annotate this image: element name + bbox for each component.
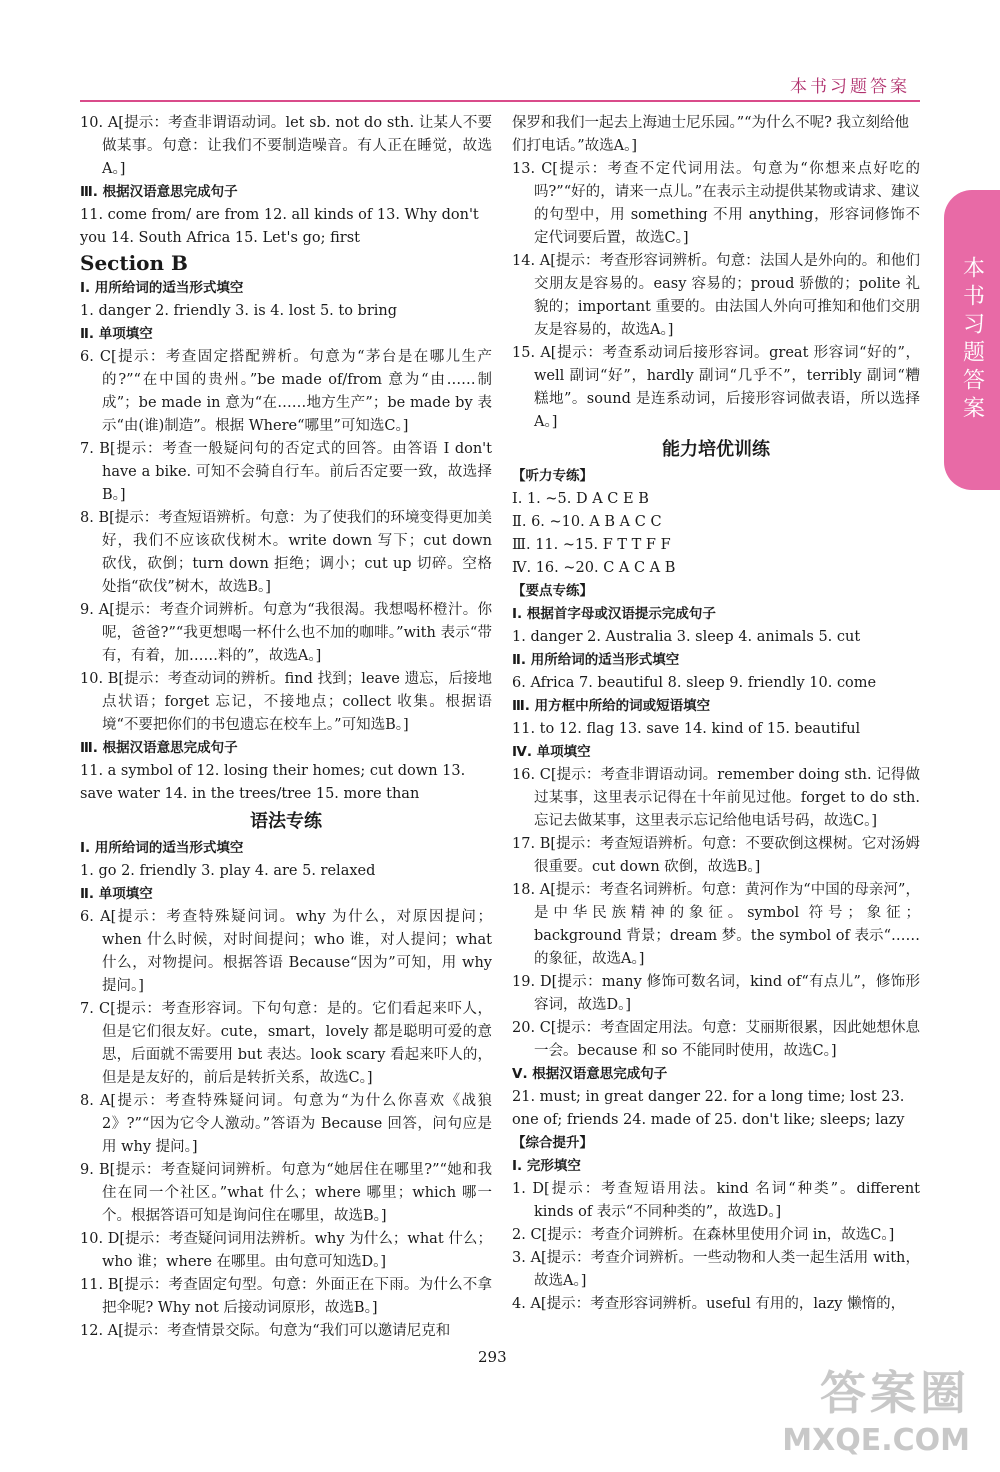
subsection-heading: Ⅴ. 根据汉语意思完成句子: [512, 1066, 668, 1082]
answer-item: 17. B[提示：考查短语辨析。句意：不要砍倒这棵树。它对汤姆很重要。cut down 砍倒，故选B。]: [512, 836, 920, 875]
watermark-url: MXQE.COM: [782, 1423, 970, 1458]
side-tab-label: 本书习题答案: [959, 256, 985, 424]
subsection-heading: Ⅲ. 根据汉语意思完成句子: [80, 740, 238, 756]
answer-line: 11. a symbol of 12. losing their homes; cut down 13. save water 14. in the trees/tree 15. more than: [80, 763, 466, 802]
subsection-heading: Ⅰ. 用所给词的适当形式填空: [80, 840, 244, 856]
subsection-heading: Ⅲ. 用方框中所给的词或短语填空: [512, 698, 711, 714]
answer-line: 11. to 12. flag 13. save 14. kind of 15. beautiful: [512, 721, 861, 737]
subsection-heading: Ⅱ. 单项填空: [80, 326, 153, 342]
answer-item: 7. B[提示：考查一般疑问句的否定式的回答。由答语 I don't have a bike. 可知不会骑自行车。前后否定要一致，故选择B。]: [80, 441, 492, 503]
subsection-heading: Ⅲ. 根据汉语意思完成句子: [80, 184, 238, 200]
subsection-heading: 【综合提升】: [512, 1135, 593, 1151]
subsection-heading: 【要点专练】: [512, 583, 593, 599]
answer-item: 2. C[提示：考查介词辨析。在森林里使用介词 in，故选C。]: [512, 1227, 895, 1243]
practice-title: 能力培优训练: [662, 439, 770, 460]
subsection-heading: Ⅰ. 用所给词的适当形式填空: [80, 280, 244, 296]
answer-line: Ⅲ. 11. ~15. F T T F F: [512, 537, 671, 553]
answer-item: 10. B[提示：考查动词的辨析。find 找到；leave 遗忘，后接地点状语；forget 忘记，不接地点；collect 收集。根据语境“不要把你们的书包遗忘在校车上。”可知选B。]: [80, 671, 492, 733]
answer-item: 8. B[提示：考查短语辨析。句意：为了使我们的环境变得更加美好，我们不应该砍伐树木。write down 写下；cut down 砍伐，砍倒；turn down 拒绝；调小；cut up 切碎。空格处指“砍伐”树木，故选B。]: [80, 510, 492, 595]
answer-item: 19. D[提示：many 修饰可数名词，kind of“有点儿”，修饰形容词，故选D。]: [512, 974, 920, 1013]
answer-line: Ⅱ. 6. ~10. A B A C C: [512, 514, 662, 530]
watermark: [782, 1357, 970, 1458]
page-number: 293: [478, 1348, 507, 1366]
right-column: [512, 112, 920, 1316]
subsection-heading: Ⅱ. 用所给词的适当形式填空: [512, 652, 680, 668]
answer-item: 7. C[提示：考查形容词。下句句意：是的。它们看起来吓人，但是它们很友好。cute，smart，lovely 都是聪明可爱的意思，后面就不需要用 but 表达。look scary 看起来吓人的，但是是友好的，前后是转折关系，故选C。]: [80, 1001, 492, 1086]
answer-line: Ⅳ. 16. ~20. C A C A B: [512, 560, 676, 576]
subsection-heading: Ⅳ. 单项填空: [512, 744, 591, 760]
watermark-brand: 答案圈: [820, 1366, 970, 1420]
subsection-heading: Ⅰ. 完形填空: [512, 1158, 581, 1174]
answer-item: 3. A[提示：考查介词辨析。一些动物和人类一起生活用 with，故选A。]: [512, 1250, 920, 1289]
answer-line: Ⅰ. 1. ~5. D A C E B: [512, 491, 649, 507]
practice-title: 语法专练: [250, 811, 322, 832]
header-rule: [80, 100, 920, 102]
answer-line: 1. danger 2. Australia 3. sleep 4. animals 5. cut: [512, 629, 861, 645]
answer-line: 6. Africa 7. beautiful 8. sleep 9. friendly 10. come: [512, 675, 877, 691]
answer-item: 10. D[提示：考查疑问词用法辨析。why 为什么；what 什么；who 谁；where 在哪里。由句意可知选D。]: [80, 1231, 492, 1270]
answer-item: 6. A[提示：考查特殊疑问词。why 为什么，对原因提问；when 什么时候，对时间提问；who 谁，对人提问；what 什么，对物提问。根据答语 Because“因为”可知，用 why 提问。]: [80, 909, 492, 994]
subsection-heading: Ⅱ. 单项填空: [80, 886, 153, 902]
answer-item: 15. A[提示：考查系动词后接形容词。great 形容词“好的”，well 副词“好”，hardly 副词“几乎不”，terribly 副词“糟糕地”。sound 是连系动词，后接形容词做表语，所以选择A。]: [512, 345, 920, 430]
section-heading: Section B: [80, 251, 188, 275]
side-tab: [944, 190, 1000, 490]
answer-item: 9. B[提示：考查疑问词辨析。句意为“她居住在哪里?”“她和我住在同一个社区。”what 什么；where 哪里；which 哪一个。根据答语可知是询问住在哪里，故选B。]: [80, 1162, 492, 1224]
subsection-heading: 【听力专练】: [512, 468, 593, 484]
answer-item: 16. C[提示：考查非谓语动词。remember doing sth. 记得做过某事，这里表示记得在十年前见过他。forget to do sth. 忘记去做某事，这里表示忘记给他电话号码，故选C。]: [512, 767, 920, 829]
answer-item: 10. A[提示：考查非谓语动词。let sb. not do sth. 让某人不要做某事。句意：让我们不要制造噪音。有人正在睡觉，故选A。]: [80, 115, 492, 177]
answer-item: 9. A[提示：考查介词辨析。句意为“我很渴。我想喝杯橙汁。你呢，爸爸?”“我更想喝一杯什么也不加的咖啡。”with 表示“带有，有着，加……料的”，故选A。]: [80, 602, 492, 664]
subsection-heading: Ⅰ. 根据首字母或汉语提示完成句子: [512, 606, 716, 622]
left-column: [80, 112, 492, 1343]
answer-line: 1. danger 2. friendly 3. is 4. lost 5. to bring: [80, 303, 398, 319]
answer-line: 11. come from/ are from 12. all kinds of 13. Why don't you 14. South Africa 15. Let's go; first: [80, 207, 479, 246]
answer-item: 14. A[提示：考查形容词辨析。句意：法国人是外向的。和他们交朋友是容易的。easy 容易的；proud 骄傲的；polite 礼貌的；important 重要的。由法国人外向可推知和他们交朋友是容易的，故选A。]: [512, 253, 920, 338]
header-title: 本书习题答案: [790, 77, 910, 97]
answer-item: 11. B[提示：考查固定句型。句意：外面正在下雨。为什么不拿把伞呢? Why not 后接动词原形，故选B。]: [80, 1277, 492, 1316]
answer-line: 1. go 2. friendly 3. play 4. are 5. relaxed: [80, 863, 376, 879]
answer-item: 8. A[提示：考查特殊疑问词。句意为“为什么你喜欢《战狼2》?”“因为它令人激动。”答语为 Because 回答，问句应是用 why 提问。]: [80, 1093, 492, 1155]
answer-line: 21. must; in great danger 22. for a long time; lost 23. one of; friends 24. made of 25. don't like; sleeps; lazy: [512, 1089, 905, 1128]
answer-item: 13. C[提示：考查不定代词用法。句意为“你想来点好吃的吗?”“好的，请来一点儿。”在表示主动提供某物或请求、建议的句型中，用 something 不用 anything，形容词修饰不定代词要后置，故选C。]: [512, 161, 920, 246]
answer-item: 4. A[提示：考查形容词辨析。useful 有用的，lazy 懒惰的，: [512, 1296, 906, 1312]
answer-item: 20. C[提示：考查固定用法。句意：艾丽斯很累，因此她想休息一会。because 和 so 不能同时使用，故选C。]: [512, 1020, 920, 1059]
answer-item: 1. D[提示：考查短语用法。kind 名词“种类”。different kinds of 表示“不同种类的”，故选D。]: [512, 1181, 920, 1220]
answer-item: 12. A[提示：考查情景交际。句意为“我们可以邀请尼克和: [80, 1323, 451, 1339]
answer-item: 18. A[提示：考查名词辨析。句意：黄河作为“中国的母亲河”，是中华民族精神的象征。symbol 符号；象征；background 背景；dream 梦。the symbol of 表示“……的象征，故选A。]: [512, 882, 920, 967]
answer-item: 6. C[提示：考查固定搭配辨析。句意为“茅台是在哪儿生产的?”“在中国的贵州。”be made of/from 意为“由……制成”；be made in 意为“在……地方生产”；be made by 表示“由(谁)制造”。根据 Where“哪里”可知选C。]: [80, 349, 492, 434]
answer-continuation: 保罗和我们一起去上海迪士尼乐园。”“为什么不呢? 我立刻给他们打电话。”故选A。]: [512, 115, 909, 154]
